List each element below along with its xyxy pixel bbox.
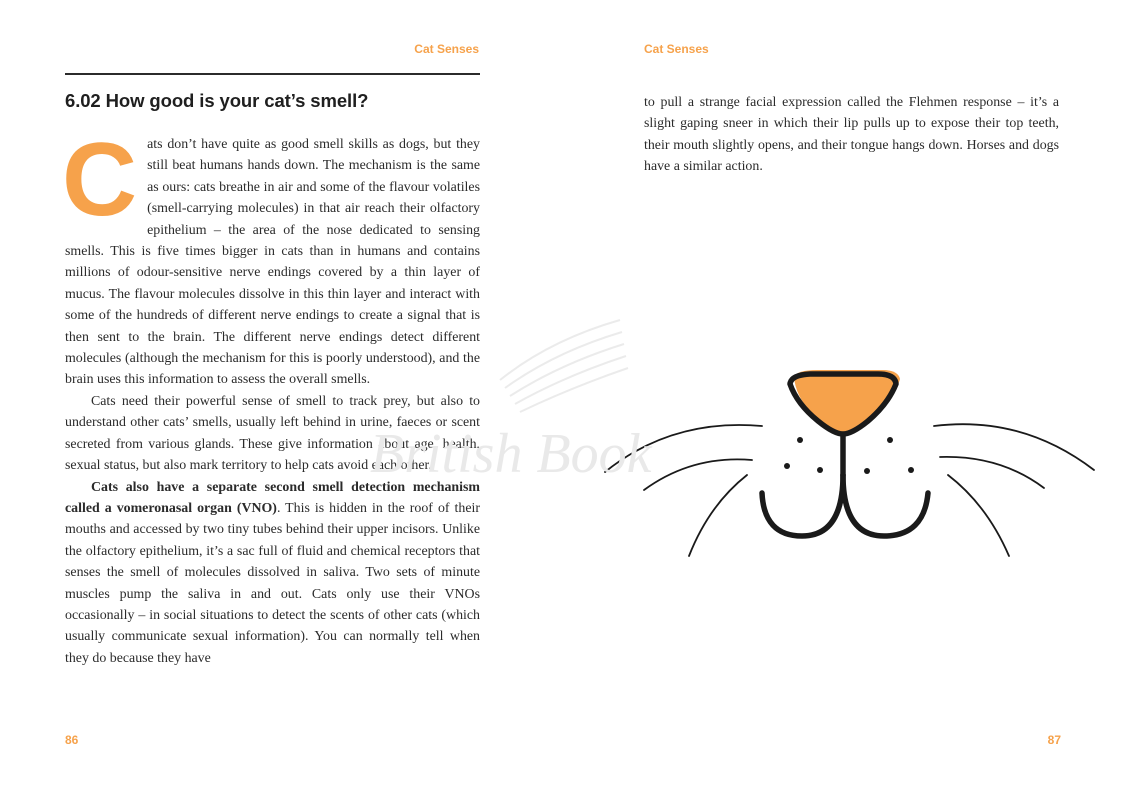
page-number-left: 86	[65, 733, 79, 747]
paragraph-3-text: . This is hidden in the roof of their mouths and accessed by two tiny tubes behind their upper incisors. Unlike the olfactory epithelium, it’s a sac full of fluid and chemical receptors that senses the smell of molecules dissolved in saliva. Two sets of minute muscles pump the saliva in and out. Cats only use their VNOs occasionally – in social situations to detect the scents of other cats (which usually communicate sexual information). You can normally tell when they do because they have	[65, 500, 480, 666]
section-title: 6.02 How good is your cat’s smell?	[65, 90, 369, 111]
drop-cap: C	[62, 122, 138, 238]
paragraph-2: Cats need their powerful sense of smell to track prey, but also to understand other cats’ smells, usually left behind in urine, faeces or scent secreted from various glands. These give information about age, health, sexual status, but also mark territory to help cats avoid each other.	[65, 393, 480, 474]
cat-whiskers-right	[934, 424, 1094, 556]
running-head-left: Cat Senses	[414, 42, 479, 56]
cat-mouth-right	[843, 475, 928, 536]
running-head-right: Cat Senses	[644, 42, 709, 56]
paragraph-1-text: ats don’t have quite as good smell skills as dogs, but they still beat humans hands down. The mechanism is the same as ours: cats breathe in air and some of the flavour volatiles (smell-carrying molecules) in that air reach their olfactory epithelium – the area of the nose dedicated to sensing smells. This is five times bigger in cats than in humans and contains millions of odour-sensitive nerve endings covered by a thin layer of mucus. The flavour molecules dissolve in this thin layer and interact with some of the hundreds of different nerve endings to create a signal that is then sent to the brain. The different nerve endings detect different molecules (although the mechanism for this is poorly understood), and the brain uses this information to assess the overall smells.	[65, 137, 480, 388]
watermark-logo	[350, 300, 800, 500]
page-number-right: 87	[1047, 733, 1061, 747]
cat-whisker-dots	[784, 437, 914, 474]
paragraph-3	[65, 477, 480, 670]
svg-text:British Book: British Book	[370, 423, 652, 485]
header-rule	[65, 73, 480, 75]
paragraph-3-lead: Cats also have a separate second smell detection mechanism called a vomeronasal organ (VNO)	[65, 479, 480, 516]
paragraph-continued: to pull a strange facial expression called the Flehmen response – it’s a slight gaping sneer in which their lip pulls up to expose their top teeth, their mouth slightly opens, and their tongue hangs down. Horses and dogs have a similar action.	[644, 95, 1059, 175]
